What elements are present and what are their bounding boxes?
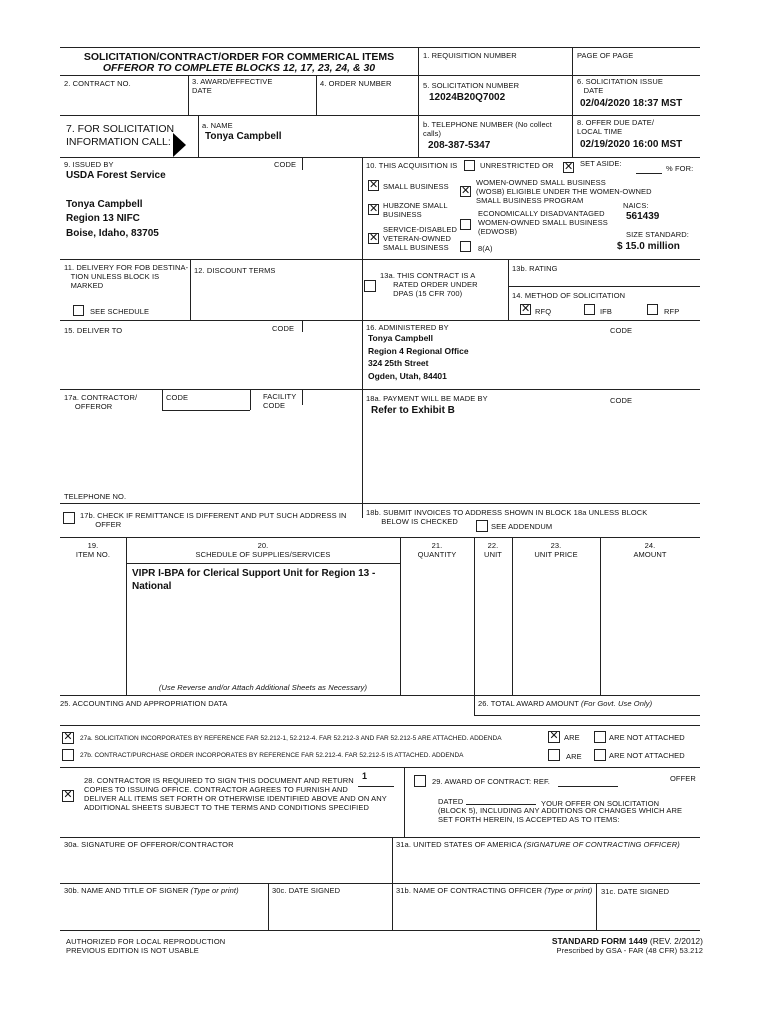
- admin-line: Ogden, Utah, 84401: [368, 370, 447, 381]
- b27a-are-label: ARE: [564, 733, 580, 742]
- date-signed-offeror-label: 30c. DATE SIGNED: [272, 886, 341, 895]
- sdvosb-label: SERVICE-DISABLED VETERAN-OWNED SMALL BUSINESS: [383, 225, 457, 252]
- rfp-checkbox[interactable]: [647, 304, 658, 315]
- pointer-icon: [173, 133, 186, 157]
- col-unit-price: 23. UNIT PRICE: [534, 541, 578, 559]
- name-label: a. NAME: [202, 121, 233, 130]
- issued-by-line: Boise, Idaho, 83705: [66, 228, 159, 239]
- solicitation-issue-date-label: 6. SOLICITATION ISSUE DATE: [577, 77, 664, 95]
- administered-by-address: [368, 332, 469, 382]
- signature-offeror-label: 30a. SIGNATURE OF OFFEROR/CONTRACTOR: [64, 840, 234, 849]
- date-signed-co-label: 31c. DATE SIGNED: [601, 887, 670, 896]
- b27b-are-checkbox[interactable]: [548, 749, 560, 761]
- rating-label: 13b. RATING: [512, 264, 558, 273]
- payment-by-value: Refer to Exhibit B: [371, 405, 455, 416]
- administered-by-label: 16. ADMINISTERED BY: [366, 323, 449, 332]
- rfp-label: RFP: [664, 307, 680, 316]
- see-addendum-label: SEE ADDENDUM: [491, 522, 553, 531]
- col-item-no: 19. ITEM NO.: [75, 541, 111, 559]
- deliver-to-code-label: CODE: [272, 324, 295, 333]
- naics-label: NAICS:: [623, 201, 649, 210]
- remittance-label: 17b. CHECK IF REMITTANCE IS DIFFERENT AND PUT SUCH ADDRESS IN OFFER: [80, 511, 347, 529]
- b29-text-1: YOUR OFFER ON SOLICITATION: [541, 799, 660, 808]
- acquisition-label: 10. THIS ACQUISITION IS: [366, 161, 458, 170]
- col-amount: 24. AMOUNT: [633, 541, 667, 559]
- issued-by-line: Tonya Campbell: [66, 199, 143, 210]
- contractor-offeror-label: 17a. CONTRACTOR/ OFFEROR: [64, 393, 138, 411]
- sdvosb-checkbox[interactable]: ✕: [369, 232, 379, 244]
- issued-by-code-label: CODE: [274, 160, 297, 169]
- b28-checkbox[interactable]: ✕: [63, 789, 73, 801]
- small-business-label: SMALL BUSINESS: [383, 182, 449, 191]
- b28-copies-value: 1: [362, 771, 368, 781]
- see-schedule-checkbox[interactable]: [73, 305, 84, 316]
- b27b-are-label: ARE: [566, 752, 582, 761]
- size-standard-label: SIZE STANDARD:: [626, 230, 689, 239]
- solicitation-issue-date-value: 02/04/2020 18:37 MST: [580, 98, 683, 109]
- contact-name-value: Tonya Campbell: [205, 131, 282, 142]
- edwosb-checkbox[interactable]: [460, 219, 471, 230]
- b27b-text: 27b. CONTRACT/PURCHASE ORDER INCORPORATES BY REFERENCE FAR 52.212-4. FAR 52.212-5 IS ATTACHED. ADDENDA: [80, 752, 464, 759]
- b27a-are-not-checkbox[interactable]: [594, 731, 606, 743]
- order-number-label: 4. ORDER NUMBER: [320, 79, 392, 88]
- eight-a-label: 8(A): [478, 244, 493, 253]
- requisition-number-label: 1. REQUISITION NUMBER: [423, 51, 517, 60]
- solicitation-number-label: 5. SOLICITATION NUMBER: [423, 81, 520, 90]
- see-schedule-label: SEE SCHEDULE: [90, 307, 150, 316]
- telephone-label: b. TELEPHONE NUMBER (No collect calls): [423, 120, 552, 138]
- form-subtitle: OFFEROR TO COMPLETE BLOCKS 12, 17, 23, 24, & 30: [102, 62, 376, 74]
- b29-checkbox[interactable]: [414, 775, 426, 787]
- ifb-checkbox[interactable]: [584, 304, 595, 315]
- page-of-page-label: PAGE OF PAGE: [577, 51, 634, 60]
- facility-code-label: FACILITY CODE: [263, 392, 297, 410]
- solicitation-number-value: 12024B20Q7002: [429, 92, 506, 103]
- percent-for-label: % FOR:: [666, 164, 694, 173]
- contract-no-label: 2. CONTRACT NO.: [64, 79, 131, 88]
- rfq-checkbox[interactable]: ✕: [521, 303, 531, 315]
- b28-text: 28. CONTRACTOR IS REQUIRED TO SIGN THIS DOCUMENT AND RETURN COPIES TO ISSUING OFFICE. CONTRACTOR AGREES TO FURNISH AND DELIVER ALL ITEMS SET FORTH OR OTHERWISE IDENTIFIED ABOVE AND ON ANY ADDITIONAL SHEETS SUBJECT TO THE TERMS AND CONDITIONS SPECIFIED: [84, 776, 387, 812]
- eight-a-checkbox[interactable]: [460, 241, 471, 252]
- footer-reproduction-note: AUTHORIZED FOR LOCAL REPRODUCTION PREVIOUS EDITION IS NOT USABLE: [66, 937, 226, 955]
- prescribed-by-label: Prescribed by GSA - FAR (48 CFR) 53.212: [556, 946, 703, 955]
- hubzone-label: HUBZONE SMALL BUSINESS: [383, 201, 448, 219]
- b27a-are-not-label: ARE NOT ATTACHED: [609, 733, 685, 742]
- co-name-label: 31b. NAME OF CONTRACTING OFFICER (Type or print): [396, 886, 593, 895]
- offer-due-label: 8. OFFER DUE DATE/ LOCAL TIME: [577, 118, 655, 136]
- contractor-code-label: CODE: [166, 393, 189, 402]
- accounting-label: 25. ACCOUNTING AND APPROPRIATION DATA: [60, 699, 228, 708]
- b27b-are-not-label: ARE NOT ATTACHED: [609, 751, 685, 760]
- unrestricted-checkbox[interactable]: [464, 160, 475, 171]
- signer-name-label: 30b. NAME AND TITLE OF SIGNER (Type or print): [64, 886, 239, 895]
- b27b-checkbox[interactable]: [62, 749, 74, 761]
- issued-by-line: Region 13 NIFC: [66, 213, 140, 224]
- payment-code-label: CODE: [610, 396, 633, 405]
- submit-invoices-label: 18b. SUBMIT INVOICES TO ADDRESS SHOWN IN BLOCK 18a UNLESS BLOCK BELOW IS CHECKED: [366, 508, 648, 526]
- setaside-label: SET ASIDE:: [580, 159, 622, 168]
- wosb-checkbox[interactable]: ✕: [461, 185, 471, 197]
- hubzone-checkbox[interactable]: ✕: [369, 203, 379, 215]
- naics-value: 561439: [626, 211, 660, 222]
- size-standard-value: $ 15.0 million: [617, 241, 680, 252]
- rfq-label: RFQ: [535, 307, 552, 316]
- offer-due-value: 02/19/2020 16:00 MST: [580, 139, 683, 150]
- deliver-to-label: 15. DELIVER TO: [64, 326, 123, 335]
- b29-text-2: (BLOCK 5), INCLUDING ANY ADDITIONS OR CHANGES WHICH ARE SET FORTH HEREIN, IS ACCEPTED AS TO ITEMS:: [438, 806, 683, 824]
- award-date-label: 3. AWARD/EFFECTIVE DATE: [192, 77, 273, 95]
- award-of-contract-label: 29. AWARD OF CONTRACT: REF.: [432, 777, 550, 786]
- administered-by-code-label: CODE: [610, 326, 633, 335]
- standard-form-label: STANDARD FORM 1449 (REV. 2/2012): [551, 936, 703, 946]
- admin-line: Tonya Campbell: [368, 333, 434, 343]
- discount-terms-label: 12. DISCOUNT TERMS: [194, 266, 276, 275]
- col-schedule: 20. SCHEDULE OF SUPPLIES/SERVICES: [195, 541, 331, 559]
- b29-offer-label: OFFER: [670, 774, 696, 783]
- b27a-are-checkbox[interactable]: ✕: [549, 730, 559, 742]
- b27a-text: 27a. SOLICITATION INCORPORATES BY REFERENCE FAR 52.212-1, 52.212-4. FAR 52.212-3 AND FAR 52.212-5 ARE ATTACHED. ADDENDA: [80, 735, 502, 742]
- delivery-fob-label: 11. DELIVERY FOR FOB DESTINA- TION UNLESS BLOCK IS MARKED: [64, 263, 189, 290]
- signature-co-label: 31a. UNITED STATES OF AMERICA (SIGNATURE OF CONTRACTING OFFICER): [396, 840, 680, 849]
- form-title: SOLICITATION/CONTRACT/ORDER FOR COMMERICAL ITEMS: [83, 51, 395, 63]
- admin-line: 324 25th Street: [368, 358, 429, 369]
- see-addendum-checkbox[interactable]: [476, 520, 488, 532]
- solicitation-info-label: 7. FOR SOLICITATION INFORMATION CALL:: [66, 123, 175, 148]
- setaside-checkbox[interactable]: ✕: [564, 161, 574, 173]
- b27a-checkbox[interactable]: ✕: [63, 731, 73, 743]
- telephone-no-label: TELEPHONE NO.: [64, 492, 127, 501]
- edwosb-label: ECONOMICALLY DISADVANTAGED WOMEN-OWNED SMALL BUSINESS (EDWOSB): [478, 209, 608, 236]
- issuing-agency: USDA Forest Service: [66, 170, 166, 181]
- ifb-label: IFB: [600, 307, 612, 316]
- issued-by-label: 9. ISSUED BY: [64, 160, 114, 169]
- small-business-checkbox[interactable]: ✕: [369, 179, 379, 191]
- rated-order-checkbox[interactable]: [364, 280, 376, 292]
- remittance-checkbox[interactable]: [63, 512, 75, 524]
- b27b-are-not-checkbox[interactable]: [594, 749, 606, 761]
- method-of-solicitation-label: 14. METHOD OF SOLICITATION: [512, 291, 626, 300]
- payment-by-label: 18a. PAYMENT WILL BE MADE BY: [366, 394, 488, 403]
- col-unit: 22. UNIT: [484, 541, 502, 559]
- b29-dated-label: DATED: [438, 797, 464, 806]
- schedule-note: (Use Reverse and/or Attach Additional Sheets as Necessary): [158, 683, 368, 692]
- unrestricted-label: UNRESTRICTED OR: [480, 161, 554, 170]
- col-quantity: 21. QUANTITY: [417, 541, 457, 559]
- total-award-label: 26. TOTAL AWARD AMOUNT (For Govt. Use Only): [478, 699, 653, 708]
- admin-line: Region 4 Regional Office: [368, 345, 469, 356]
- rated-order-label: 13a. THIS CONTRACT IS A RATED ORDER UNDER DPAS (15 CFR 700): [380, 271, 478, 298]
- schedule-item-description: VIPR I-BPA for Clerical Support Unit for Region 13 - National: [132, 568, 376, 592]
- wosb-label: WOMEN-OWNED SMALL BUSINESS (WOSB) ELIGIBLE UNDER THE WOMEN-OWNED SMALL BUSINESS PROGRAM: [476, 178, 652, 205]
- telephone-value: 208-387-5347: [428, 140, 491, 151]
